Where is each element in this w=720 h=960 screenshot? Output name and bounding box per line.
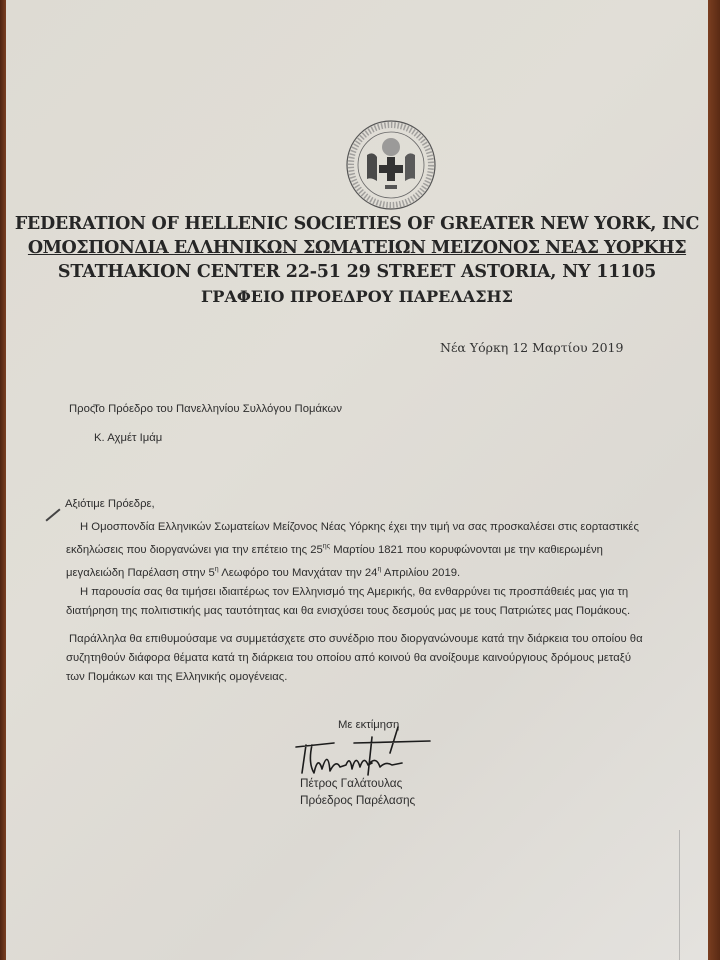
- federation-seal-logo: [343, 117, 439, 213]
- paragraph-line: [66, 560, 639, 583]
- paragraph-line: των Πομάκων και της Ελληνικής ομογένειας.: [66, 671, 288, 683]
- paragraph-conference: [66, 630, 643, 687]
- signer-name: Πέτρος Γαλάτουλας: [300, 776, 403, 790]
- wood-surface-right: [708, 0, 720, 960]
- text-span: Μαρτίου 1821 που κορυφώνονται με την καθιερωμένη: [330, 544, 603, 556]
- page-crease: [679, 830, 680, 960]
- letter-page: [6, 0, 708, 960]
- text-span: Απριλίου 2019.: [381, 567, 461, 579]
- letter-date: Νέα Υόρκη 12 Μαρτίου 2019: [440, 340, 624, 355]
- recipient-to: Το Πρόεδρο του Πανελληνίου Συλλόγου Πομάκων: [93, 403, 343, 415]
- paragraph-line: Η παρουσία σας θα τιμήσει ιδιαιτέρως τον Ελληνισμό της Αμερικής, θα ενθαρρύνει τις προσπάθειές μας για τη: [80, 586, 629, 598]
- text-span: εκδηλώσεις που διοργανώνει για την επέτειο της 25: [66, 544, 323, 556]
- recipient-name: Κ. Αχμέτ Ιμάμ: [94, 432, 163, 444]
- paragraph-presence: [66, 583, 630, 621]
- superscript: η: [214, 566, 219, 573]
- closing: Με εκτίμηση: [338, 719, 400, 731]
- pen-mark: [45, 508, 60, 521]
- paragraph-line: [66, 537, 639, 560]
- signer-title: Πρόεδρος Παρέλασης: [300, 793, 416, 807]
- text-span: Λεωφόρο του Μανχάταν την 24: [218, 567, 378, 579]
- letterhead-greek-name: ΟΜΟΣΠΟΝΔΙΑ ΕΛΛΗΝΙΚΩΝ ΣΩΜΑΤΕΙΩΝ ΜΕΙΖΟΝΟΣ ΝΕΑΣ ΥΟΡΚΗΣ: [27, 238, 687, 258]
- superscript: ης: [322, 543, 331, 550]
- letterhead-address: STATHAKION CENTER 22-51 29 STREET ASTORIA, NY 11105: [57, 262, 657, 282]
- paragraph-line: Η Ομοσπονδία Ελληνικών Σωματείων Μείζονος Νέας Υόρκης έχει την τιμή να σας προσκαλέσει στις εορταστικές: [80, 521, 639, 533]
- letterhead-english-name: FEDERATION OF HELLENIC SOCIETIES OF GREATER NEW YORK, INC: [14, 214, 700, 234]
- paragraph-line: συζητηθούν διάφορα θέματα κατά τη διάρκεια του οποίου από κοινού θα ανοίξουμε καινούργιους δρόμους μεταξύ: [66, 652, 631, 664]
- paragraph-invitation: [66, 518, 639, 583]
- paragraph-line: διατήρηση της πολιτιστικής μας ταυτότητας και θα ενισχύσει τους δεσμούς μας με τους Πατριώτες μας Πομάκους.: [66, 605, 631, 617]
- letterhead-office: ΓΡΑΦΕΙΟ ΠΡΟΕΔΡΟΥ ΠΑΡΕΛΑΣΗΣ: [201, 287, 513, 306]
- salutation: Αξιότιμε Πρόεδρε,: [65, 498, 155, 510]
- superscript: η: [377, 566, 382, 573]
- text-span: μεγαλειώδη Παρέλαση στην 5: [66, 567, 215, 579]
- recipient-label: Προς:: [69, 403, 99, 415]
- paragraph-line: Παράλληλα θα επιθυμούσαμε να συμμετάσχετε στο συνέδριο που διοργανώνουμε κατά την διάρκεια του οποίου θα: [69, 633, 643, 645]
